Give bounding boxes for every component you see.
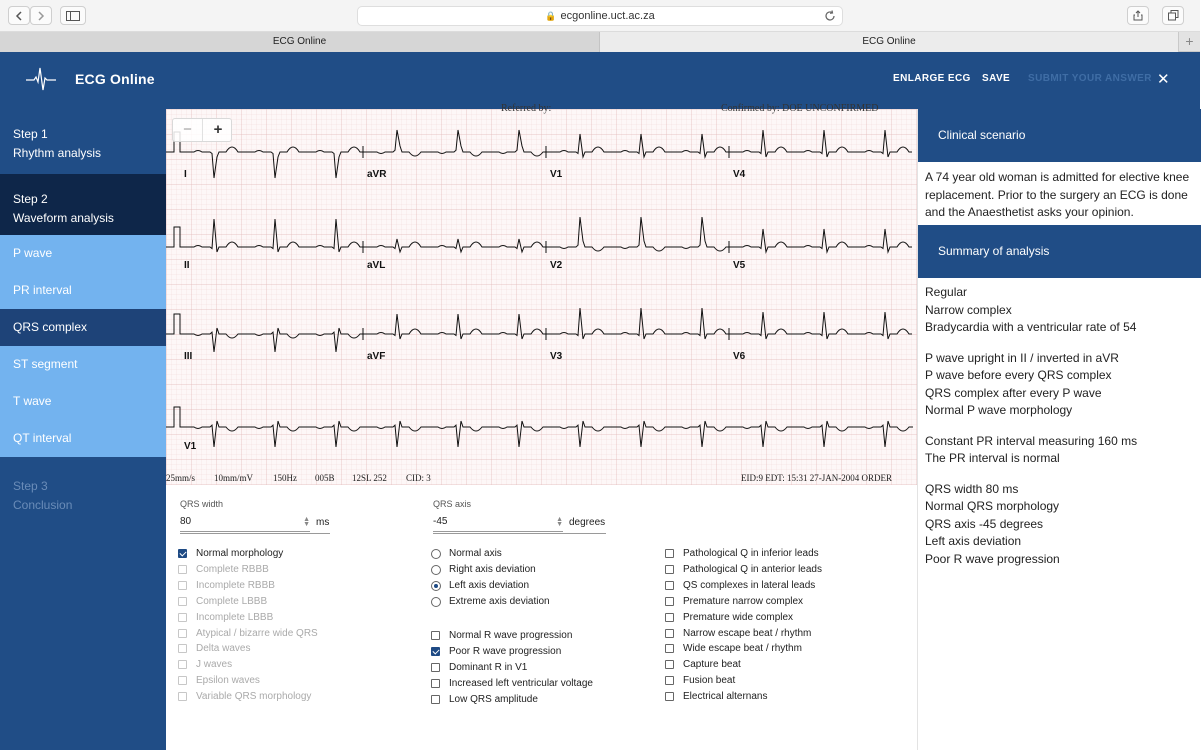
checkbox[interactable]	[665, 581, 674, 590]
sidebar-step-title: Step 3	[13, 479, 48, 493]
checkbox[interactable]	[431, 679, 440, 688]
option-label: Right axis deviation	[449, 563, 536, 575]
qrs-width-underline	[180, 533, 330, 534]
option-label: Extreme axis deviation	[449, 595, 550, 607]
share-button[interactable]	[1127, 6, 1149, 25]
qrs-form	[166, 485, 917, 750]
checkbox-option[interactable]	[665, 579, 815, 593]
sidebar-item-step-2[interactable]	[0, 174, 166, 235]
zoom-in-button[interactable]: +	[213, 121, 223, 138]
lead-label-v4: V4	[733, 169, 746, 180]
checkbox-option	[178, 658, 232, 672]
checkbox-option	[178, 627, 318, 641]
sidebar-step-subtitle: Conclusion	[13, 498, 73, 512]
option-label: Normal axis	[449, 548, 502, 559]
summary-line: The PR interval is normal	[925, 451, 1060, 465]
option-label: J waves	[196, 659, 233, 671]
sidebar-item-st-segment[interactable]: ST segment	[0, 346, 166, 383]
ecg-referred-by: Referred by:	[501, 103, 552, 114]
checkbox-option	[178, 690, 311, 704]
summary-line: Narrow complex	[925, 302, 1012, 317]
url-text: ecgonline.uct.ac.za	[560, 10, 655, 22]
option-label: Dominant R in V1	[449, 661, 528, 673]
checkbox-option	[178, 611, 273, 625]
checkbox-option[interactable]	[665, 690, 767, 704]
checkbox-option	[178, 674, 260, 688]
summary-line: P wave upright in II / inverted in aVR	[925, 350, 1119, 365]
lead-label-ii: II	[184, 260, 190, 271]
sidebar-item-qt-interval[interactable]: QT interval	[0, 420, 166, 457]
summary-line: Left axis deviation	[925, 534, 1022, 548]
right-panel	[917, 109, 1200, 750]
summary-line: QRS complex after every P wave	[925, 385, 1102, 400]
checkbox-option	[178, 579, 275, 593]
app-header	[0, 52, 1200, 109]
option-label: Low QRS amplitude	[449, 693, 538, 705]
checkbox	[178, 660, 187, 669]
reload-icon[interactable]	[824, 10, 836, 22]
ecg-tracing[interactable]	[166, 103, 917, 485]
checkbox-option[interactable]	[665, 627, 811, 641]
checkbox[interactable]	[665, 613, 674, 622]
sidebar-icon	[66, 11, 80, 21]
checkbox[interactable]	[178, 549, 187, 558]
summary-line: Normal P wave morphology	[925, 403, 1073, 417]
option-label: Atypical / bizarre wide QRS	[196, 627, 318, 639]
qrs-width-label: QRS width	[180, 499, 224, 509]
summary-group	[925, 284, 1195, 337]
summary-line: P wave before every QRS complex	[925, 368, 1112, 382]
new-tab-button[interactable]: +	[1178, 32, 1200, 52]
lead-label-v2: V2	[550, 260, 563, 271]
summary-line: QRS axis -45 degrees	[925, 516, 1044, 531]
address-bar[interactable]	[357, 6, 843, 26]
option-label: Pathological Q in anterior leads	[683, 563, 822, 575]
ecg-eid: EID:9 EDT: 15:31 27-JAN-2004 ORDER	[741, 473, 893, 483]
ecg-cid: CID: 3	[406, 473, 431, 483]
sidebar-step-title: Step 1	[13, 127, 48, 141]
browser-forward-button[interactable]	[30, 6, 52, 25]
enlarge-ecg-button[interactable]: ENLARGE ECG	[893, 73, 971, 84]
summary-group	[925, 481, 1195, 569]
summary-line: Constant PR interval measuring 160 ms	[925, 433, 1138, 448]
summary-group	[925, 433, 1195, 468]
save-button[interactable]: SAVE	[982, 73, 1011, 84]
option-label: Epsilon waves	[196, 675, 260, 687]
chevron-right-icon	[36, 11, 46, 21]
sidebar-step-subtitle: Waveform analysis	[13, 211, 114, 225]
checkbox	[178, 565, 187, 574]
clinical-scenario-text: A 74 year old woman is admitted for elective knee replacement. Prior to the surgery an ECG is done and the Anaesthetist asks your opinion.	[925, 170, 1190, 219]
checkbox	[178, 629, 187, 638]
checkbox-option[interactable]	[665, 674, 735, 688]
option-label: Wide escape beat / rhythm	[683, 643, 802, 655]
ecg-logo-icon	[26, 66, 56, 92]
ecg-footer	[166, 472, 917, 485]
submit-answer-button[interactable]: SUBMIT YOUR ANSWER	[1028, 73, 1152, 84]
checkbox-option	[178, 563, 269, 577]
qrs-axis-input[interactable]	[433, 512, 563, 532]
checkbox	[178, 597, 187, 606]
sidebar-item-t-wave[interactable]: T wave	[0, 383, 166, 420]
summary-line: QRS width 80 ms	[925, 481, 1019, 496]
sidebar-item-p-wave[interactable]: P wave	[0, 235, 166, 272]
checkbox-option[interactable]	[431, 629, 572, 643]
radio-button[interactable]	[431, 565, 441, 575]
sidebar-step-subtitle: Rhythm analysis	[13, 146, 102, 160]
close-icon[interactable]: ✕	[1157, 71, 1170, 88]
checkbox[interactable]	[431, 631, 440, 640]
checkbox-option[interactable]	[178, 547, 283, 561]
option-label: Premature narrow complex	[683, 595, 804, 607]
lead-label-rhythm-v1: V1	[184, 441, 197, 452]
ecg-gain: 10mm/mV	[214, 473, 254, 483]
qrs-width-value: 80	[180, 516, 192, 527]
option-label: QS complexes in lateral leads	[683, 579, 816, 591]
checkbox-option[interactable]	[665, 547, 819, 561]
radio-button[interactable]	[431, 597, 441, 607]
sidebar-item-step-3[interactable]	[0, 461, 166, 522]
stepper-icon[interactable]: ▲ ▼	[303, 516, 310, 528]
chevron-left-icon	[14, 11, 24, 21]
option-label: Normal morphology	[196, 548, 284, 559]
radio-button[interactable]	[431, 549, 441, 559]
option-label: Incomplete LBBB	[196, 611, 274, 623]
option-label: Left axis deviation	[449, 579, 530, 591]
option-label: Variable QRS morphology	[196, 691, 312, 703]
checkbox-option[interactable]	[665, 658, 741, 672]
stepper-icon[interactable]: ▲ ▼	[556, 516, 563, 528]
summary-line: Normal QRS morphology	[925, 499, 1060, 513]
ecg-filter: 150Hz	[273, 473, 297, 483]
lead-label-v3: V3	[550, 351, 563, 362]
tabs-icon	[1168, 10, 1179, 21]
option-label: Narrow escape beat / rhythm	[683, 627, 812, 639]
summary-of-analysis	[925, 284, 1195, 581]
checkbox[interactable]	[665, 676, 674, 685]
checkbox-option	[178, 642, 250, 656]
ecg-speed: 25mm/s	[166, 473, 196, 483]
radio-option[interactable]	[431, 595, 550, 609]
qrs-axis-underline	[433, 533, 606, 534]
checkbox	[178, 692, 187, 701]
checkbox-option[interactable]	[665, 563, 822, 577]
radio-option[interactable]	[431, 547, 502, 561]
qrs-axis-unit: degrees	[569, 517, 606, 528]
summary-line: Regular	[925, 285, 968, 299]
option-label: Delta waves	[196, 643, 251, 655]
summary-line: Bradycardia with a ventricular rate of 54	[925, 320, 1137, 334]
option-label: Complete LBBB	[196, 595, 268, 607]
radio-option[interactable]	[431, 579, 529, 593]
qrs-width-unit: ms	[316, 517, 330, 528]
checkbox-option[interactable]	[431, 645, 561, 659]
qrs-axis-label: QRS axis	[433, 499, 472, 509]
checkbox[interactable]	[665, 692, 674, 701]
lead-label-iii: III	[184, 351, 193, 362]
sidebar-item-qrs-complex[interactable]: QRS complex	[0, 309, 166, 346]
option-label: Premature wide complex	[683, 611, 794, 623]
checkbox-option[interactable]	[665, 595, 803, 609]
checkbox-option	[178, 595, 267, 609]
sidebar-item-step-1[interactable]	[0, 109, 166, 170]
sidebar-step-title: Step 2	[13, 192, 48, 206]
browser-tab-bar	[0, 32, 1200, 52]
radio-button[interactable]	[431, 581, 441, 591]
sidebar	[0, 109, 166, 750]
lead-label-i: I	[184, 169, 187, 180]
app-title: ECG Online	[75, 71, 155, 87]
checkbox[interactable]	[431, 647, 440, 656]
checkbox	[178, 676, 187, 685]
radio-option[interactable]	[431, 563, 536, 577]
lead-label-v6: V6	[733, 351, 746, 362]
ecg-device: 12SL 252	[352, 473, 387, 483]
lead-label-avr: aVR	[367, 169, 387, 180]
ecg-code: 005B	[315, 473, 335, 483]
checkbox[interactable]	[665, 644, 674, 653]
lock-icon: 🔒	[545, 11, 557, 21]
checkbox	[178, 613, 187, 622]
lead-label-v5: V5	[733, 260, 746, 271]
checkbox[interactable]	[665, 549, 674, 558]
summary-group	[925, 350, 1195, 420]
option-label: Increased left ventricular voltage	[449, 677, 593, 689]
checkbox	[178, 581, 187, 590]
qrs-axis-value: -45	[433, 516, 448, 527]
lead-label-avf: aVF	[367, 351, 386, 362]
checkbox[interactable]	[665, 660, 674, 669]
checkbox-option[interactable]	[431, 693, 538, 707]
checkbox-option[interactable]	[665, 611, 793, 625]
checkbox-option[interactable]	[431, 661, 527, 675]
clinical-scenario-header: Clinical scenario	[918, 109, 1201, 162]
checkbox[interactable]	[431, 695, 440, 704]
summary-line: Poor R wave progression	[925, 551, 1060, 566]
ecg-grid	[166, 103, 917, 485]
option-label: Normal R wave progression	[449, 630, 573, 641]
sidebar-item-pr-interval[interactable]: PR interval	[0, 272, 166, 309]
checkbox-option[interactable]	[665, 642, 802, 656]
browser-tab-1[interactable]: ECG Online	[0, 32, 600, 52]
browser-toolbar	[0, 0, 1200, 32]
sidebar-toggle-button[interactable]	[60, 6, 86, 25]
option-label: Capture beat	[683, 659, 741, 671]
checkbox	[178, 644, 187, 653]
browser-back-button[interactable]	[8, 6, 30, 25]
option-label: Pathological Q in inferior leads	[683, 548, 819, 559]
option-label: Electrical alternans	[683, 691, 768, 703]
lead-label-avl: aVL	[367, 260, 386, 271]
option-label: Complete RBBB	[196, 563, 269, 575]
option-label: Fusion beat	[683, 675, 736, 687]
zoom-controls	[172, 118, 232, 142]
option-label: Incomplete RBBB	[196, 579, 275, 591]
checkbox[interactable]	[431, 663, 440, 672]
checkbox[interactable]	[665, 629, 674, 638]
lead-label-v1: V1	[550, 169, 563, 180]
option-label: Poor R wave progression	[449, 645, 562, 657]
zoom-out-button[interactable]: −	[173, 119, 203, 141]
checkbox[interactable]	[665, 597, 674, 606]
qrs-width-input[interactable]	[180, 512, 310, 532]
tabs-overview-button[interactable]	[1162, 6, 1184, 25]
ecg-confirmed-by: Confirmed by: DOE UNCONFIRMED	[721, 103, 879, 114]
browser-tab-2[interactable]: ECG Online	[600, 32, 1178, 52]
share-icon	[1133, 10, 1143, 21]
checkbox-option[interactable]	[431, 677, 593, 691]
checkbox[interactable]	[665, 565, 674, 574]
summary-header: Summary of analysis	[918, 225, 1201, 278]
